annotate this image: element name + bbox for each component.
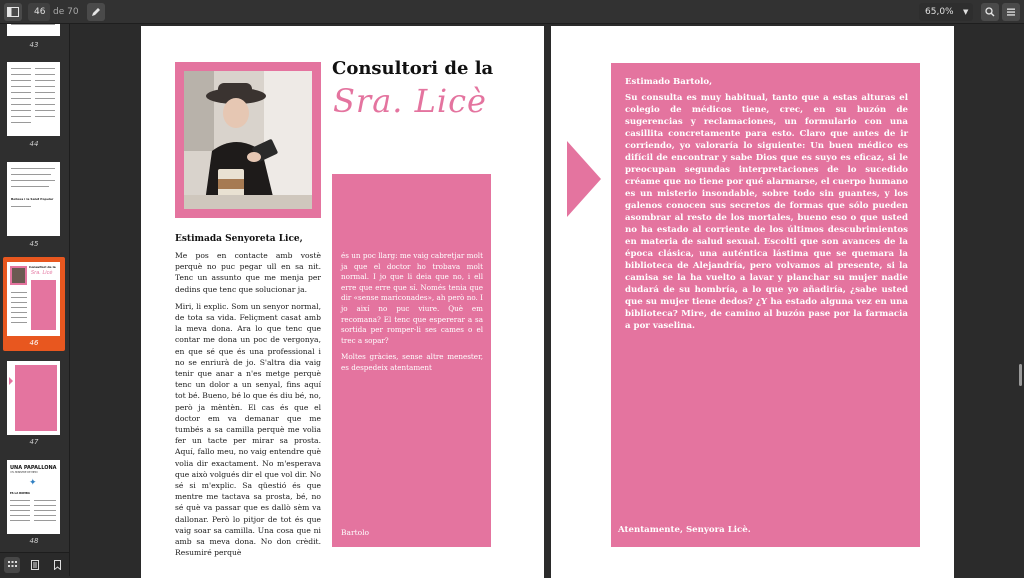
page-thumbnail-current[interactable]: [7, 262, 60, 336]
arrow-right-icon: [567, 141, 601, 217]
letter-paragraph: és un poc llarg: me vaig cabretjar molt ja que el doctor ho trobava molt normal. I jo que li deia que no, i ell erre que erre que sí. Només tenia que dir «sense mariconades», ah però no. I jo així no puc viure. Què em recomana? El tenc que espererar a sa sortida per romper-li ses cames o el trec a sopar?: [341, 251, 483, 345]
letter-greeting: Estimada Senyoreta Lice,: [175, 234, 303, 244]
thumbnail-title: Bellesa i la Salut Popular: [11, 197, 54, 201]
page-left: [141, 26, 544, 578]
page-right: [551, 26, 954, 578]
letter-signature: Bartolo: [341, 528, 370, 537]
response-body: Su consulta es muy habitual, tanto que a estas alturas el colegio de médicos tiene, crec, en su buzón de sugerencias y reclamaciones, un formulario con una casillita concretamente para esto. Claro que antes de ir corriendo, yo valoraría lo siguiente: Un buen médico es difícil de encontrar y sabe Dios que es suyo es eficaz, si le preocupan segundas interpretaciones de lo sucedido créame que no tiene por qué alarmarse, el cuerpo humano es un misterio insondable, sobre todo sin guantes, y los galenos conocen sus secretos de formas que sólo pueden asombrar al resto de los mortales, bueno eso o que usted no ha estado al corriente de los últimos descubrimientos en materia de salud sexual. Escolti que son avances de la época clásica, una auténtica lástima que se quemara la biblioteca de Alejandría, pero volvamos al presente, si la camisa se la ha vuelto a lavar y planchar su mujer nadie dudará de su hombría, a lo que yo añadiría, ¿sabe usted que su mujer tiene dedos? ¿Y ha estado alguna vez en una biblioteca? Mire, de camino al buzón pase por la farmacia a por vaselina.: [625, 93, 908, 331]
thumbnail-title: Consultori de la: [29, 265, 56, 269]
thumbnail-label: 46: [29, 339, 39, 347]
chevron-down-icon: ▼: [963, 8, 969, 16]
page-thumbnail[interactable]: [7, 62, 60, 136]
page-title: Consultori de la: [332, 58, 494, 79]
photo-frame: [175, 62, 321, 218]
top-toolbar: [0, 0, 1024, 24]
thumbnail-title: Sra. Licè: [31, 270, 53, 276]
letter-paragraph: Me pos en contacte amb vostè perquè no puc pegar ull en sa nit. Tenc un assunto que me menja per dedins que tenc que solucionar ja.: [175, 251, 321, 294]
document-viewer[interactable]: [71, 24, 1024, 576]
thumbnail-label: 47: [29, 438, 39, 446]
pink-text-box: [332, 174, 491, 547]
page-thumbnail[interactable]: [7, 162, 60, 236]
grid-icon[interactable]: [4, 557, 20, 573]
response-salutation: Estimado Bartolo,: [625, 77, 713, 87]
sidebar-toggle-icon[interactable]: [4, 3, 22, 21]
response-signature: Atentamente, Senyora Licè.: [618, 525, 751, 535]
butterfly-icon: ✦: [29, 478, 37, 488]
pink-box-text: [341, 251, 483, 380]
letter-paragraph: Moltes gràcies, sense altre menester, es despedeix atentament: [341, 352, 483, 372]
thumbnail-sidebar: [0, 24, 70, 576]
scrollbar-handle[interactable]: [1019, 364, 1022, 386]
letter-body-column: [175, 250, 321, 564]
thumbnail-label: 44: [29, 140, 39, 148]
thumbnail-label: 48: [29, 537, 39, 545]
thumbnail-label: 45: [29, 240, 39, 248]
thumbnail-title: ES LA BOMBA: [10, 492, 30, 495]
thumbnail-label: 43: [29, 41, 39, 49]
pencil-icon[interactable]: [87, 3, 105, 21]
thumbnail-title: UNA PAPALLONA: [10, 465, 57, 471]
search-icon[interactable]: [981, 3, 999, 21]
page-total-label: de 70: [53, 7, 79, 17]
response-text: [625, 76, 908, 332]
page-title-script: Sra. Licè: [333, 82, 487, 120]
thumbnail-title: I EL MINISTRE DE MEDI: [10, 471, 38, 474]
letter-paragraph: Miri, li explic. Som un senyor normal, de tota sa vida. Feliçment casat amb la meva dona. Ara lo que tenc que contar me dona un poc de vergonya, en que sé que és una professional i no se enriurà de jo. S'altra dia vaig tenir que anar a n'es metge perquè tenc un dolor a un senyal, fins aquí tot bé. Bueno, bé lo que és diu bé, no, però ja mèntèn. El cas és que el doctor em va demanar que me tumbés a sa camilla perquè me volia fer un tacte per mirar sa prosta. Aquí, fallo meu, no vaig entendre què volia dir exactament. No m'esperava que això volgués dir el que vol dir. No sé si m'explic. Sa qüestió és que mentre me tactava sa prosta, bé, no sé què va passar que es dallò sèm va dallonar. Però lo pitjor de tot és que vaig soar sa camilla. Una cosa que ni amb sa meva dona. No don crèdit. Resumiré perquè: [175, 301, 321, 558]
bookmark-icon[interactable]: [49, 557, 65, 573]
zoom-value: 65,0%: [925, 7, 954, 17]
menu-icon[interactable]: [1002, 3, 1020, 21]
response-text-box: [611, 63, 920, 547]
document-icon[interactable]: [27, 557, 43, 573]
sidebar-bottom-bar: [0, 552, 70, 576]
page-number-input[interactable]: 46: [28, 3, 50, 21]
page-thumbnail[interactable]: [7, 361, 60, 435]
page-thumbnail[interactable]: [7, 460, 60, 534]
woman-reading-photo: [184, 71, 312, 209]
page-thumbnail[interactable]: [7, 24, 60, 36]
